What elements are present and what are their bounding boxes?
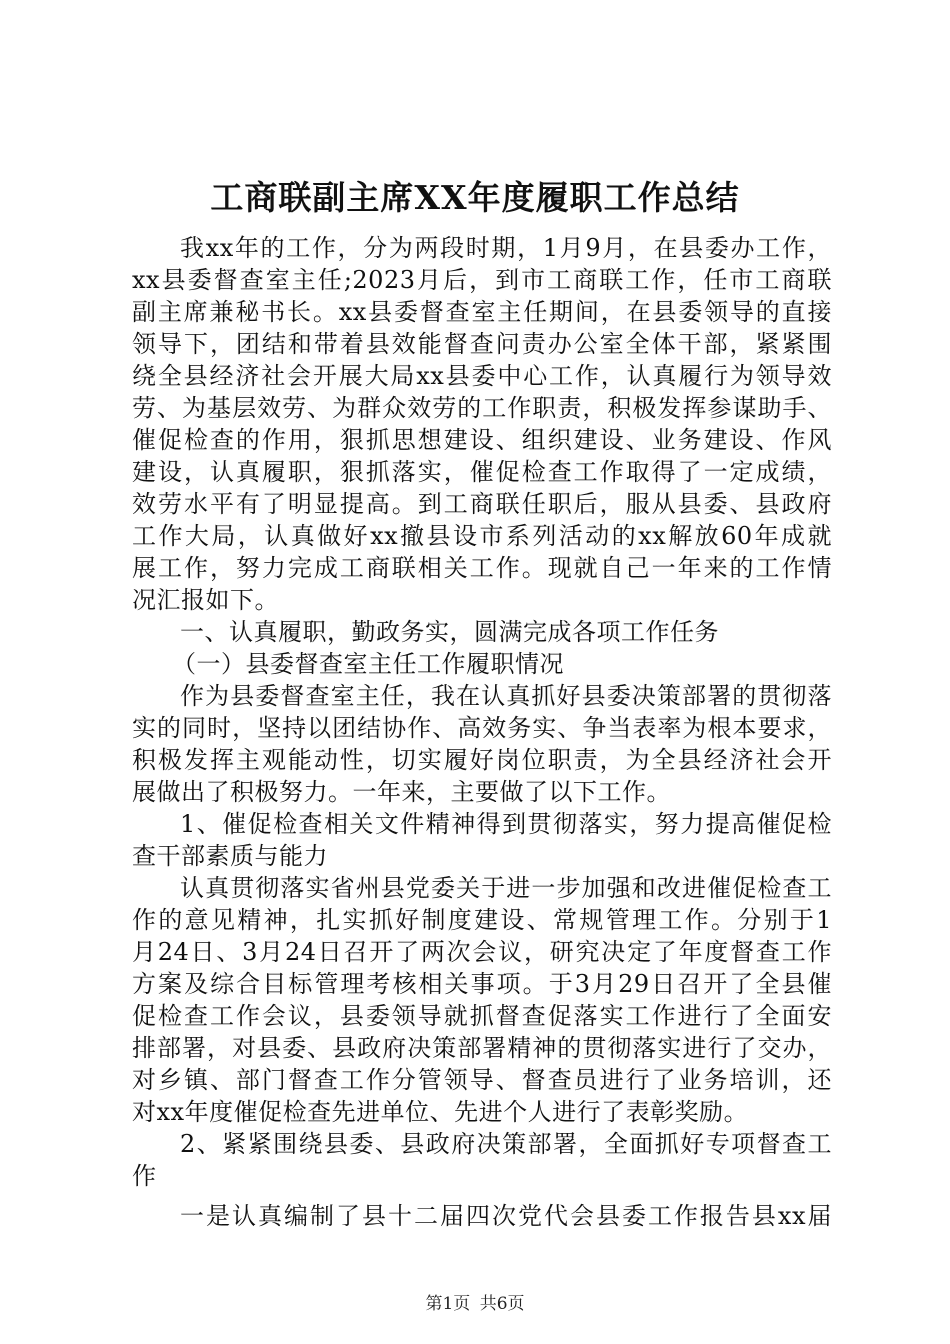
- item-heading: 作: [132, 1162, 157, 1190]
- body-line: 一是认真编制了县十二届四次党代会县委工作报告县xx届: [180, 1202, 832, 1230]
- body-line: 对xx年度催促检查先进单位、先进个人进行了表彰奖励。: [132, 1098, 749, 1126]
- body-line: 认真贯彻落实省州县党委关于进一步加强和改进催促检查工: [180, 874, 832, 902]
- section-heading: 一、认真履职，勤政务实，圆满完成各项工作任务: [180, 618, 719, 646]
- body-line: 效劳水平有了明显提高。到工商联任职后，服从县委、县政府: [132, 490, 832, 518]
- document-title: 工商联副主席XX年度履职工作总结: [210, 178, 740, 217]
- page-total: 共6页: [479, 1294, 525, 1314]
- body-line: 作的意见精神，扎实抓好制度建设、常规管理工作。分别于1: [132, 906, 832, 934]
- item-heading: 查干部素质与能力: [132, 842, 328, 870]
- page-footer: [0, 1293, 950, 1315]
- body-line: 劳、为基层效劳、为群众效劳的工作职责，积极发挥参谋助手、: [132, 394, 832, 422]
- body-line: 月24日、3月24日召开了两次会议，研究决定了年度督查工作: [132, 938, 832, 966]
- body-line: 领导下，团结和带着县效能督查问责办公室全体干部，紧紧围: [132, 330, 832, 358]
- page-number: 第1页: [425, 1294, 471, 1314]
- body-line: xx县委督查室主任;2023月后，到市工商联工作，任市工商联: [132, 266, 832, 294]
- body-line: 我xx年的工作，分为两段时期，1月9月，在县委办工作，: [180, 234, 832, 262]
- body-line: 绕全县经济社会开展大局xx县委中心工作，认真履行为领导效: [132, 362, 832, 390]
- document-body: [132, 232, 832, 1232]
- item-heading: 1、催促检查相关文件精神得到贯彻落实，努力提高催促检: [180, 810, 832, 838]
- body-line: 况汇报如下。: [132, 586, 279, 614]
- item-heading: 2、紧紧围绕县委、县政府决策部署，全面抓好专项督查工: [180, 1130, 832, 1158]
- body-line: 作为县委督查室主任，我在认真抓好县委决策部署的贯彻落: [180, 682, 832, 710]
- body-line: 副主席兼秘书长。xx县委督查室主任期间，在县委领导的直接: [132, 298, 832, 326]
- body-line: 展做出了积极努力。一年来，主要做了以下工作。: [132, 778, 671, 806]
- body-line: 方案及综合目标管理考核相关事项。于3月29日召开了全县催: [132, 970, 832, 998]
- body-line: 促检查工作会议，县委领导就抓督查促落实工作进行了全面安: [132, 1002, 832, 1030]
- body-line: 排部署，对县委、县政府决策部署精神的贯彻落实进行了交办，: [132, 1034, 832, 1062]
- body-line: 工作大局，认真做好xx撤县设市系列活动的xx解放60年成就: [132, 522, 832, 550]
- body-line: 建设，认真履职，狠抓落实，催促检查工作取得了一定成绩，: [132, 458, 832, 486]
- body-line: 对乡镇、部门督查工作分管领导、督查员进行了业务培训，还: [132, 1066, 832, 1094]
- body-line: 积极发挥主观能动性，切实履好岗位职责，为全县经济社会开: [132, 746, 832, 774]
- subsection-heading: （一）县委督查室主任工作履职情况: [172, 650, 564, 678]
- body-line: 展工作，努力完成工商联相关工作。现就自己一年来的工作情: [132, 554, 832, 582]
- body-line: 催促检查的作用，狠抓思想建设、组织建设、业务建设、作风: [132, 426, 832, 454]
- body-line: 实的同时，坚持以团结协作、高效务实、争当表率为根本要求，: [132, 714, 832, 742]
